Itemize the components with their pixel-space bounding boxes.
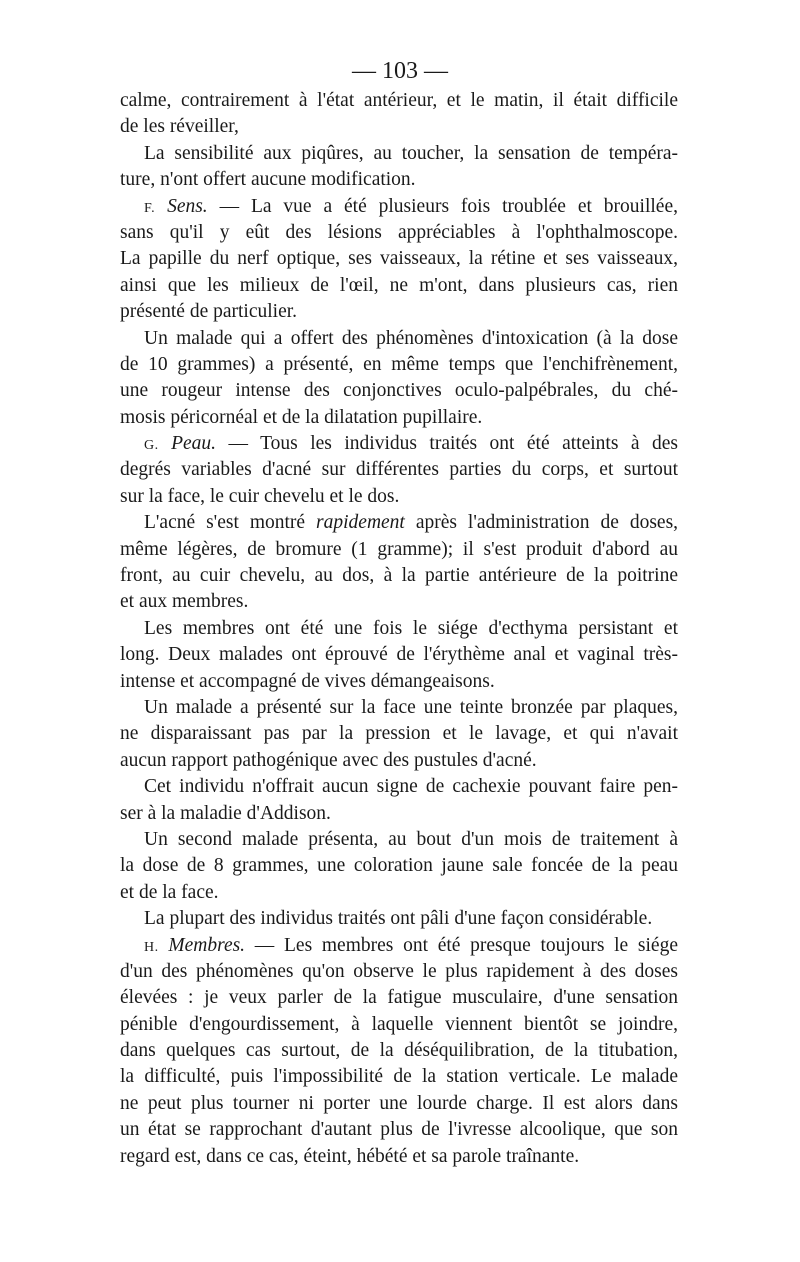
- page-number: — 103 —: [352, 58, 448, 84]
- text-line: [120, 299, 678, 325]
- line-text: après l'administration de doses,: [415, 512, 678, 534]
- section-letter: G.: [144, 438, 159, 454]
- line-text: la difficulté, puis l'impossibilité de la station verticale. Le malade: [120, 1066, 678, 1088]
- text-line: [120, 326, 678, 352]
- text-line: [120, 378, 678, 404]
- line-text: pénible d'engourdissement, à laquelle viennent bientôt se joindre,: [120, 1013, 678, 1035]
- line-text: Un malade qui a offert des phénomènes d'intoxication (à la dose: [144, 327, 678, 349]
- line-text: sur la face, le cuir chevelu et le dos.: [120, 485, 400, 507]
- line-text: Un second malade présenta, au bout d'un mois de traitement à: [144, 828, 678, 850]
- emphasis-text: rapidement: [316, 512, 405, 534]
- line-text: aucun rapport pathogénique avec des pustules d'acné.: [120, 749, 537, 771]
- text-line: [120, 1144, 678, 1170]
- text-line: [120, 906, 678, 932]
- text-line: [120, 642, 678, 668]
- line-text: une rougeur intense des conjonctives oculo-palpébrales, du ché-: [120, 380, 678, 402]
- line-text: calme, contrairement à l'état antérieur, et le matin, il était difficile: [120, 90, 678, 111]
- text-line: [120, 721, 678, 747]
- line-text: ser à la maladie d'Addison.: [120, 802, 331, 824]
- text-line: [120, 959, 678, 985]
- text-line: [120, 405, 678, 431]
- section-heading: Sens.: [167, 195, 208, 217]
- text-line: [120, 985, 678, 1011]
- line-text: dans quelques cas surtout, de la déséquilibration, de la titubation,: [120, 1040, 678, 1062]
- line-text: front, au cuir chevelu, au dos, à la partie antérieure de la poitrine: [120, 565, 678, 587]
- section-letter: H.: [144, 939, 159, 955]
- text-line: [120, 114, 678, 140]
- text-line: [120, 695, 678, 721]
- line-text: ne peut plus tourner ni porter une lourde charge. Il est alors dans: [120, 1092, 678, 1114]
- line-text: ne disparaissant pas par la pression et le lavage, et qui n'avait: [120, 723, 678, 745]
- text-line: [120, 880, 678, 906]
- line-text: — La vue a été plusieurs fois troublée et brouillée,: [219, 195, 678, 217]
- line-text: élevées : je veux parler de la fatigue musculaire, d'une sensation: [120, 987, 678, 1009]
- text-line: [120, 194, 678, 220]
- line-text: même légères, de bromure (1 gramme); il s'est produit d'abord au: [120, 538, 678, 560]
- text-line: [120, 827, 678, 853]
- text-line: [120, 1012, 678, 1038]
- text-line: [120, 246, 678, 272]
- text-line: [120, 1064, 678, 1090]
- text-line: [120, 589, 678, 615]
- line-text: ainsi que les milieux de l'œil, ne m'ont, dans plusieurs cas, rien: [120, 274, 678, 296]
- line-text: sans qu'il y eût des lésions appréciables à l'ophthalmoscope.: [120, 221, 678, 243]
- text-line: [120, 1117, 678, 1143]
- line-text: La sensibilité aux piqûres, au toucher, la sensation de tempéra-: [144, 142, 678, 164]
- line-text: La papille du nerf optique, ses vaisseaux, la rétine et ses vaisseaux,: [120, 248, 678, 270]
- text-line: [120, 801, 678, 827]
- text-line: [120, 352, 678, 378]
- line-text: de 10 grammes) a présenté, en même temps que l'enchifrènement,: [120, 353, 678, 375]
- line-text: de les réveiller,: [120, 116, 239, 138]
- section-heading: Membres.: [168, 934, 246, 956]
- text-line: [120, 1091, 678, 1117]
- text-line: [120, 510, 678, 536]
- line-text: regard est, dans ce cas, éteint, hébété et sa parole traînante.: [120, 1145, 580, 1167]
- text-line: [120, 537, 678, 563]
- line-text: un état se rapprochant d'autant plus de l'ivresse alcoolique, que son: [120, 1119, 678, 1141]
- line-text: La plupart des individus traités ont pâli d'une façon considérable.: [144, 908, 653, 930]
- text-line: [120, 88, 678, 114]
- text-line: [120, 616, 678, 642]
- line-text: Les membres ont été une fois le siége d'ecthyma persistant et: [144, 617, 678, 639]
- line-text: mosis péricornéal et de la dilatation pupillaire.: [120, 406, 483, 428]
- line-text: Un malade a présenté sur la face une teinte bronzée par plaques,: [144, 696, 678, 718]
- line-text: long. Deux malades ont éprouvé de l'érythème anal et vaginal très-: [120, 644, 678, 666]
- text-line: [120, 563, 678, 589]
- body-text: [120, 88, 678, 1170]
- line-text: présenté de particulier.: [120, 301, 298, 323]
- line-text: la dose de 8 grammes, une coloration jaune sale foncée de la peau: [120, 855, 678, 877]
- text-line: [120, 273, 678, 299]
- text-line: [120, 853, 678, 879]
- line-text: d'un des phénomènes qu'on observe le plus rapidement à des doses: [120, 960, 678, 982]
- text-line: [120, 431, 678, 457]
- text-line: [120, 484, 678, 510]
- line-text: ture, n'ont offert aucune modification.: [120, 169, 416, 191]
- text-line: [120, 141, 678, 167]
- line-text: et de la face.: [120, 881, 219, 903]
- section-heading: Peau.: [171, 433, 217, 455]
- line-text: et aux membres.: [120, 591, 249, 613]
- text-line: [120, 748, 678, 774]
- line-text: — Les membres ont été presque toujours le siége: [254, 934, 678, 956]
- text-line: [120, 220, 678, 246]
- text-line: [120, 774, 678, 800]
- line-text: L'acné s'est montré: [144, 512, 306, 534]
- text-line: [120, 1038, 678, 1064]
- line-text: intense et accompagné de vives démangeaisons.: [120, 670, 495, 692]
- line-text: — Tous les individus traités ont été atteints à des: [228, 433, 678, 455]
- text-line: [120, 933, 678, 959]
- line-text: degrés variables d'acné sur différentes parties du corps, et surtout: [120, 459, 678, 481]
- text-line: [120, 167, 678, 193]
- text-line: [120, 669, 678, 695]
- text-line: [120, 457, 678, 483]
- line-text: Cet individu n'offrait aucun signe de cachexie pouvant faire pen-: [144, 776, 678, 798]
- section-letter: F.: [144, 200, 156, 216]
